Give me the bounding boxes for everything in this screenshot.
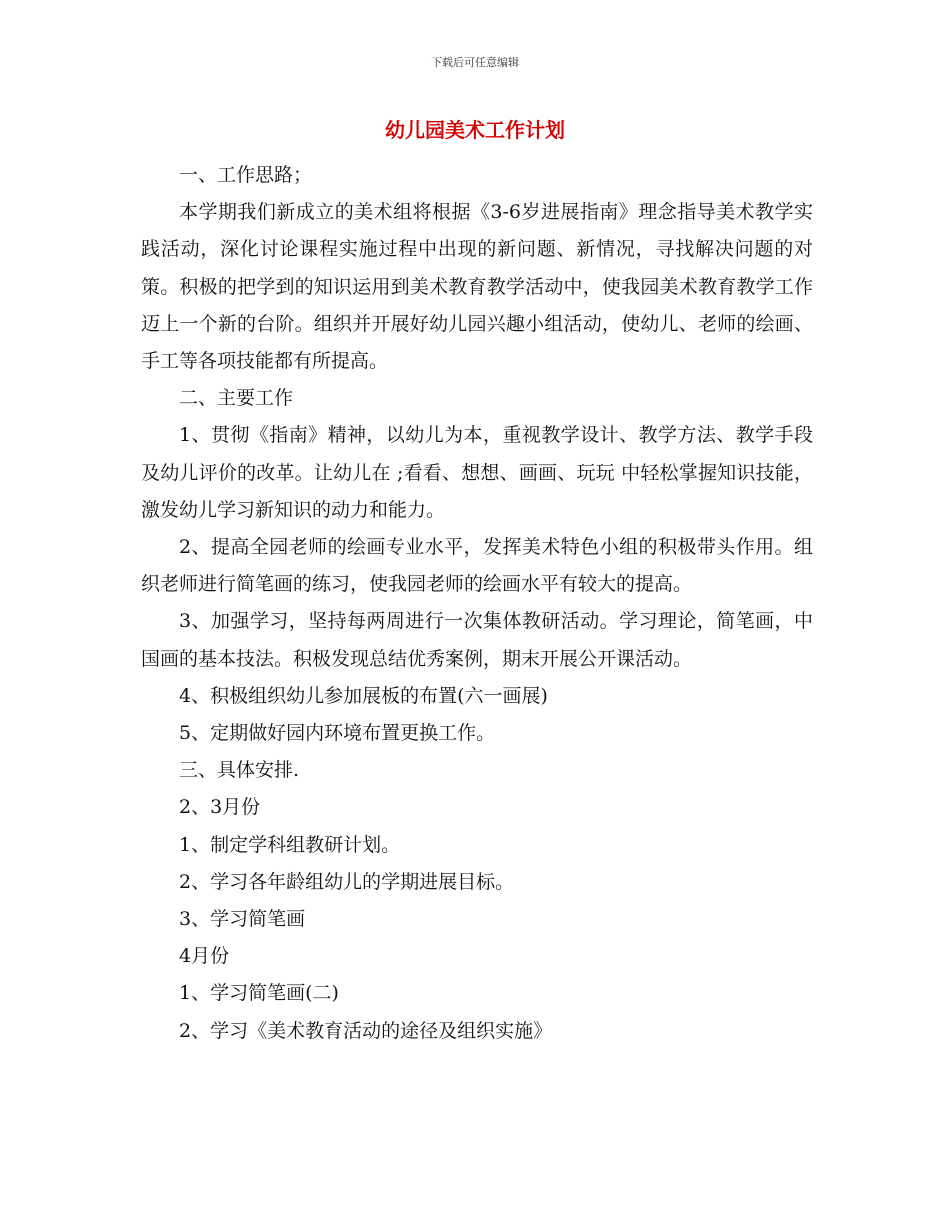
schedule-month-heading: 2、3月份 xyxy=(179,796,261,819)
paragraph-work-item-3: 3、加强学习，坚持每两周进行一次集体教研活动。学习理论，简笔画，中国画的基本技法。积极发现总结优秀案例，期末开展公开课活动。 xyxy=(141,610,813,670)
section-heading-thinking: 一、工作思路； xyxy=(179,164,313,186)
schedule-item: 3、学习简笔画 xyxy=(179,908,306,931)
section-heading-schedule: 三、具体安排. xyxy=(179,759,300,782)
document-title: 幼儿园美术工作计划 xyxy=(385,118,565,142)
paragraph-work-item-4: 4、积极组织幼儿参加展板的布置(六一画展) xyxy=(179,684,548,707)
schedule-item: 2、学习各年龄组幼儿的学期进展目标。 xyxy=(179,870,515,893)
schedule-month-heading: 4月份 xyxy=(179,945,230,968)
schedule-item: 1、制定学科组教研计划。 xyxy=(179,833,401,856)
document-body xyxy=(141,157,813,1050)
paragraph-work-item-2: 2、提高全园老师的绘画专业水平，发挥美术特色小组的积极带头作用。组织老师进行简笔画的练习，使我园老师的绘画水平有较大的提高。 xyxy=(141,536,813,596)
paragraph-work-item-5: 5、定期做好园内环境布置更换工作。 xyxy=(179,722,496,745)
page-header-note: 下载后可任意编辑 xyxy=(431,56,519,69)
section-heading-main-work: 二、主要工作 xyxy=(179,387,294,410)
paragraph-work-item-1: 1、贯彻《指南》精神，以幼儿为本，重视教学设计、教学方法、教学手段及幼儿评价的改革。让幼儿在 ;看看、想想、画画、玩玩 中轻松掌握知识技能，激发幼儿学习新知识的动力和能力。 xyxy=(141,424,813,521)
paragraph-thinking: 本学期我们新成立的美术组将根据《3-6岁进展指南》理念指导美术教学实践活动，深化讨论课程实施过程中出现的新问题、新情况，寻找解决问题的对策。积极的把学到的知识运用到美术教育教学活动中，使我园美术教育教学工作迈上一个新的台阶。组织并开展好幼儿园兴趣小组活动，使幼儿、老师的绘画、手工等各项技能都有所提高。 xyxy=(141,201,813,373)
schedule-item: 2、学习《美术教育活动的途径及组织实施》 xyxy=(179,1019,553,1042)
schedule-item: 1、学习简笔画(二) xyxy=(179,982,339,1005)
